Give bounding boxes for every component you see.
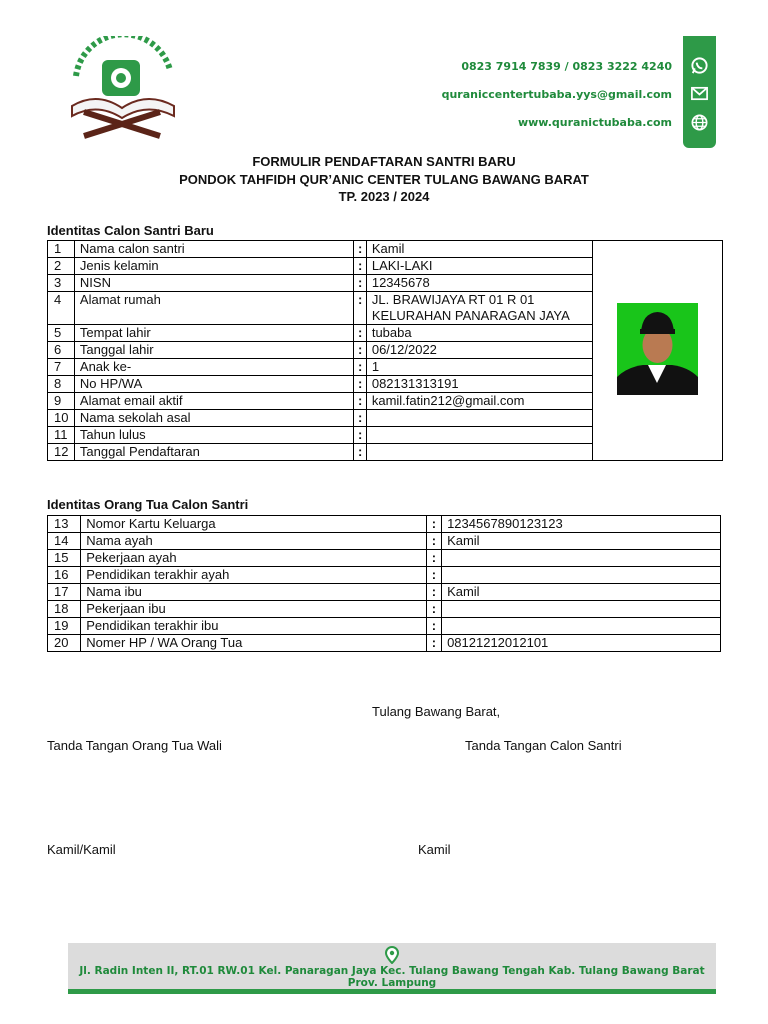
row-number: 20 xyxy=(48,635,81,652)
row-colon: : xyxy=(426,550,441,567)
student-signature-label: Tanda Tangan Calon Santri xyxy=(465,738,622,753)
row-value: Kamil xyxy=(366,241,592,258)
row-label: Nama ibu xyxy=(81,584,426,601)
row-value: LAKI-LAKI xyxy=(366,258,592,275)
student-identity-table xyxy=(47,240,723,461)
student-photo-cell xyxy=(592,241,722,461)
row-label: Nama ayah xyxy=(81,533,426,550)
row-colon: : xyxy=(354,258,366,275)
location-pin-icon xyxy=(384,946,400,964)
row-label: Tahun lulus xyxy=(74,427,354,444)
row-colon: : xyxy=(426,635,441,652)
row-value xyxy=(442,550,721,567)
row-number: 4 xyxy=(48,292,75,325)
row-value xyxy=(366,444,592,461)
row-number: 12 xyxy=(48,444,75,461)
row-label: Pendidikan terakhir ayah xyxy=(81,567,426,584)
row-value: kamil.fatin212@gmail.com xyxy=(366,393,592,410)
section-heading-student: Identitas Calon Santri Baru xyxy=(47,223,214,238)
website-text: www.quranictubaba.com xyxy=(517,116,672,129)
row-colon: : xyxy=(426,584,441,601)
row-value: 1234567890123123 xyxy=(442,516,721,533)
row-value: Kamil xyxy=(442,533,721,550)
globe-icon xyxy=(690,113,709,132)
row-label: NISN xyxy=(74,275,354,292)
row-number: 14 xyxy=(48,533,81,550)
row-label: Tempat lahir xyxy=(74,325,354,342)
row-number: 18 xyxy=(48,601,81,618)
row-label: Alamat rumah xyxy=(74,292,354,325)
row-label: Alamat email aktif xyxy=(74,393,354,410)
table-row xyxy=(48,584,721,601)
row-colon: : xyxy=(426,567,441,584)
form-title-line3: TP. 2023 / 2024 xyxy=(338,189,430,204)
row-number: 19 xyxy=(48,618,81,635)
row-number: 13 xyxy=(48,516,81,533)
row-value: 1 xyxy=(366,359,592,376)
row-colon: : xyxy=(426,601,441,618)
row-label: No HP/WA xyxy=(74,376,354,393)
parent-signature-label: Tanda Tangan Orang Tua Wali xyxy=(47,738,222,753)
row-colon: : xyxy=(354,393,366,410)
parent-identity-table xyxy=(47,515,721,652)
signature-place: Tulang Bawang Barat, xyxy=(372,704,501,719)
row-number: 10 xyxy=(48,410,75,427)
row-value: tubaba xyxy=(366,325,592,342)
row-number: 6 xyxy=(48,342,75,359)
email-text: quraniccentertubaba.yys@gmail.com xyxy=(441,88,672,101)
row-label: Tanggal Pendaftaran xyxy=(74,444,354,461)
row-colon: : xyxy=(354,342,366,359)
row-number: 9 xyxy=(48,393,75,410)
row-value xyxy=(366,427,592,444)
table-row xyxy=(48,601,721,618)
row-value xyxy=(442,618,721,635)
row-colon: : xyxy=(354,359,366,376)
row-label: Nama sekolah asal xyxy=(74,410,354,427)
row-value xyxy=(442,567,721,584)
row-label: Pekerjaan ibu xyxy=(81,601,426,618)
row-colon: : xyxy=(426,618,441,635)
row-colon: : xyxy=(426,533,441,550)
row-colon: : xyxy=(354,427,366,444)
row-number: 7 xyxy=(48,359,75,376)
footer-address-bar xyxy=(68,943,716,994)
row-number: 11 xyxy=(48,427,75,444)
student-photo xyxy=(617,303,698,395)
row-colon: : xyxy=(354,444,366,461)
row-number: 15 xyxy=(48,550,81,567)
form-title-line1: FORMULIR PENDAFTARAN SANTRI BARU xyxy=(252,154,516,169)
table-row xyxy=(48,635,721,652)
row-value: JL. BRAWIJAYA RT 01 R 01 KELURAHAN PANARAGAN JAYA xyxy=(366,292,592,325)
row-label: Nomor Kartu Keluarga xyxy=(81,516,426,533)
row-value: 06/12/2022 xyxy=(366,342,592,359)
row-label: Nomer HP / WA Orang Tua xyxy=(81,635,426,652)
envelope-icon xyxy=(690,84,709,103)
row-label: Anak ke- xyxy=(74,359,354,376)
parent-name: Kamil/Kamil xyxy=(47,842,116,857)
row-label: Jenis kelamin xyxy=(74,258,354,275)
row-number: 2 xyxy=(48,258,75,275)
contact-info xyxy=(442,56,672,140)
footer-address: Jl. Radin Inten II, RT.01 RW.01 Kel. Panaragan Jaya Kec. Tulang Bawang Tengah Kab. Tulang Bawang Barat Prov. Lampung xyxy=(79,965,705,989)
row-colon: : xyxy=(354,410,366,427)
table-row xyxy=(48,618,721,635)
row-colon: : xyxy=(354,376,366,393)
row-colon: : xyxy=(354,292,366,325)
student-name: Kamil xyxy=(418,842,451,857)
row-label: Pendidikan terakhir ibu xyxy=(81,618,426,635)
table-row xyxy=(48,241,723,258)
row-number: 3 xyxy=(48,275,75,292)
form-title-line2: PONDOK TAHFIDH QUR’ANIC CENTER TULANG BAWANG BARAT xyxy=(179,172,589,187)
row-label: Pekerjaan ayah xyxy=(81,550,426,567)
row-colon: : xyxy=(354,241,366,258)
row-value xyxy=(366,410,592,427)
contact-icon-bar xyxy=(683,36,716,148)
row-colon: : xyxy=(354,275,366,292)
section-heading-parents: Identitas Orang Tua Calon Santri xyxy=(47,497,249,512)
table-row xyxy=(48,567,721,584)
table-row xyxy=(48,550,721,567)
whatsapp-icon xyxy=(690,56,709,75)
quran-book-logo xyxy=(62,36,182,146)
row-colon: : xyxy=(354,325,366,342)
row-colon: : xyxy=(426,516,441,533)
row-value: Kamil xyxy=(442,584,721,601)
row-number: 16 xyxy=(48,567,81,584)
row-value xyxy=(442,601,721,618)
row-value: 08121212012101 xyxy=(442,635,721,652)
table-row xyxy=(48,516,721,533)
phone-text: 0823 7914 7839 / 0823 3222 4240 xyxy=(461,60,672,73)
row-number: 8 xyxy=(48,376,75,393)
row-value: 12345678 xyxy=(366,275,592,292)
row-number: 1 xyxy=(48,241,75,258)
row-label: Tanggal lahir xyxy=(74,342,354,359)
row-number: 17 xyxy=(48,584,81,601)
row-value: 082131313191 xyxy=(366,376,592,393)
row-number: 5 xyxy=(48,325,75,342)
row-label: Nama calon santri xyxy=(74,241,354,258)
table-row xyxy=(48,533,721,550)
